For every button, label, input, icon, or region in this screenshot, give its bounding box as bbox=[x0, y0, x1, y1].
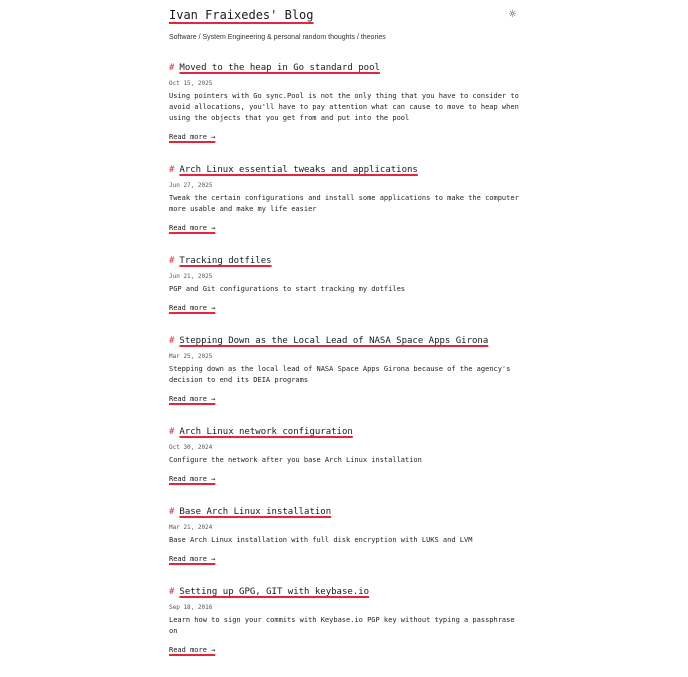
post-title bbox=[169, 335, 519, 347]
read-more-link[interactable]: Read more → bbox=[169, 224, 216, 232]
post-title-link[interactable]: Stepping Down as the Local Lead of NASA Space Apps Girona bbox=[179, 336, 489, 346]
hash-icon: # bbox=[169, 256, 175, 266]
post-item bbox=[169, 335, 519, 405]
post-title bbox=[169, 255, 519, 267]
post-date: Sep 18, 2016 bbox=[169, 604, 213, 611]
post-description: Learn how to sign your commits with Keybase.io PGP key without typing a passphrase on bbox=[169, 616, 515, 635]
post-description: Using pointers with Go sync.Pool is not the only thing that you have to consider to avoid allocations, you'll have to pay attention what can cause to move to heap when using the objects that you get from and put into the pool bbox=[169, 92, 519, 122]
sun-icon[interactable]: ☼ bbox=[508, 9, 517, 20]
hash-icon: # bbox=[169, 427, 175, 437]
post-date: Mar 25, 2025 bbox=[169, 353, 213, 360]
post-description: Stepping down as the local lead of NASA Space Apps Girona because of the agency's decision to end its DEIA programs bbox=[169, 365, 511, 384]
post-title bbox=[169, 164, 519, 176]
hash-icon: # bbox=[169, 165, 175, 175]
read-more-link[interactable]: Read more → bbox=[169, 304, 216, 312]
post-title-link[interactable]: Arch Linux essential tweaks and applications bbox=[179, 165, 418, 175]
post-title bbox=[169, 586, 519, 598]
read-more-link[interactable]: Read more → bbox=[169, 475, 216, 483]
hash-icon: # bbox=[169, 587, 175, 597]
post-item bbox=[169, 586, 519, 656]
post-title bbox=[169, 426, 519, 438]
post-title bbox=[169, 62, 519, 74]
hash-icon: # bbox=[169, 507, 175, 517]
post-description: Base Arch Linux installation with full disk encryption with LUKS and LVM bbox=[169, 536, 473, 544]
post-date: Mar 21, 2024 bbox=[169, 524, 213, 531]
post-item bbox=[169, 255, 519, 314]
post-title bbox=[169, 506, 519, 518]
read-more-link[interactable]: Read more → bbox=[169, 646, 216, 654]
post-title-link[interactable]: Setting up GPG, GIT with keybase.io bbox=[179, 587, 370, 597]
read-more-link[interactable]: Read more → bbox=[169, 133, 216, 141]
site-title[interactable]: Ivan Fraixedes' Blog bbox=[169, 8, 314, 22]
post-date: Oct 30, 2024 bbox=[169, 444, 213, 451]
post-list bbox=[169, 62, 519, 677]
post-description: Tweak the certain configurations and install some applications to make the computer more usable and make my life easier bbox=[169, 194, 519, 213]
post-date: Oct 15, 2025 bbox=[169, 80, 213, 87]
post-date: Jun 27, 2025 bbox=[169, 182, 213, 189]
post-description: Configure the network after you base Arch Linux installation bbox=[169, 456, 422, 464]
read-more-link[interactable]: Read more → bbox=[169, 395, 216, 403]
hash-icon: # bbox=[169, 336, 175, 346]
post-title-link[interactable]: Arch Linux network configuration bbox=[179, 427, 353, 437]
post-item bbox=[169, 506, 519, 565]
read-more-link[interactable]: Read more → bbox=[169, 555, 216, 563]
site-tagline: Software / System Engineering & personal random thoughts / theories bbox=[169, 34, 386, 41]
post-item bbox=[169, 164, 519, 234]
post-date: Jun 21, 2025 bbox=[169, 273, 213, 280]
post-item bbox=[169, 426, 519, 485]
post-title-link[interactable]: Base Arch Linux installation bbox=[179, 507, 332, 517]
post-title-link[interactable]: Moved to the heap in Go standard pool bbox=[179, 63, 380, 73]
post-title-link[interactable]: Tracking dotfiles bbox=[179, 256, 272, 266]
post-description: PGP and Git configurations to start tracking my dotfiles bbox=[169, 285, 406, 293]
post-item bbox=[169, 62, 519, 143]
hash-icon: # bbox=[169, 63, 175, 73]
